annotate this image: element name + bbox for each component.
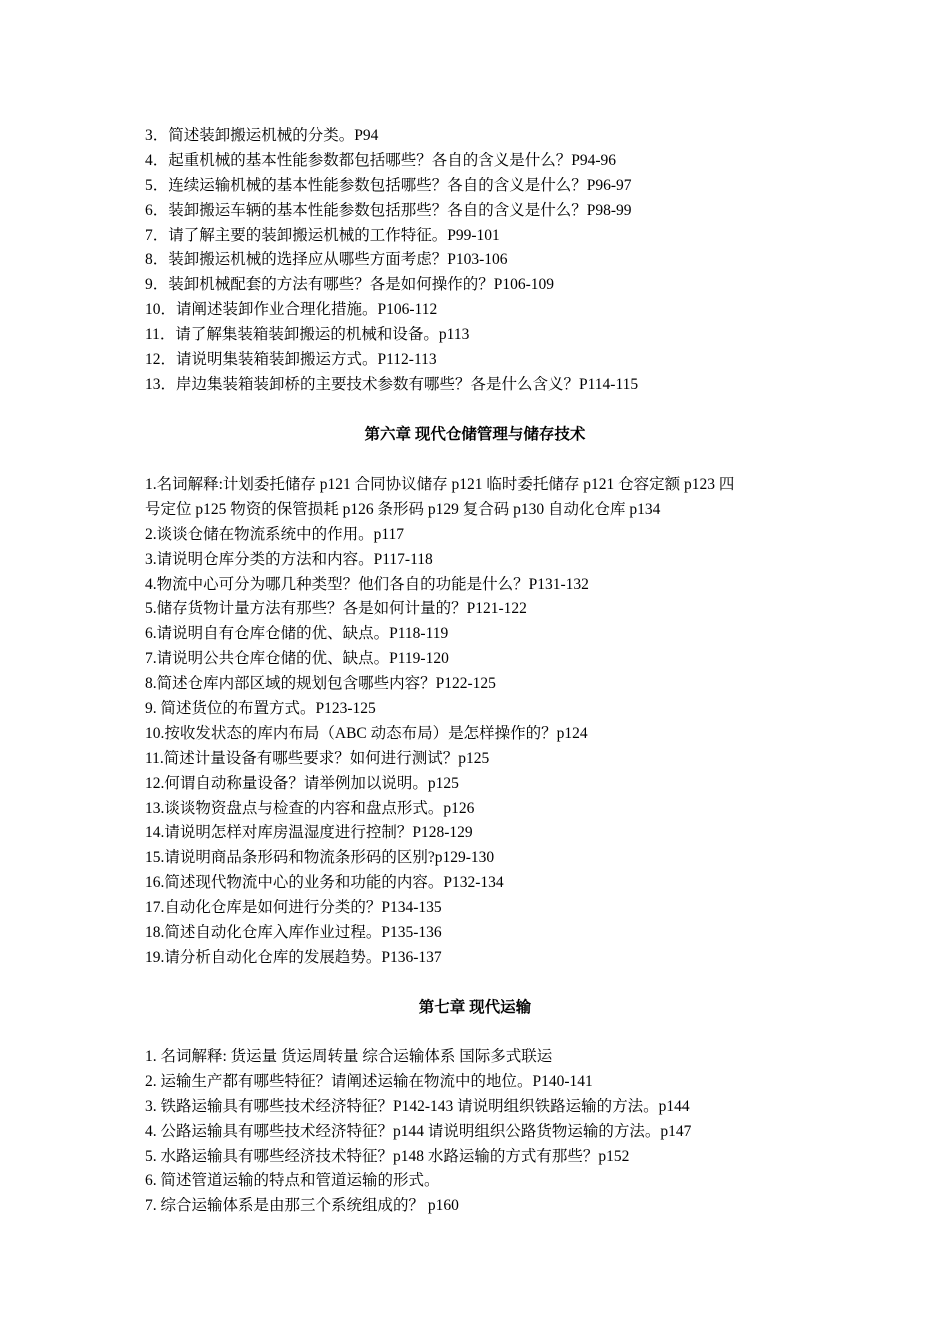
list-item: 18.简述自动化仓库入库作业过程。P135-136 <box>145 924 442 942</box>
list-item: 5.储存货物计量方法有那些？各是如何计量的？P121-122 <box>145 600 527 618</box>
list-item: 4．起重机械的基本性能参数都包括哪些？各自的含义是什么？P94-96 <box>145 151 617 169</box>
list-item: 1. 名词解释: 货运量 货运周转量 综合运输体系 国际多式联运 <box>145 1048 553 1065</box>
list-item: 12.何谓自动称量设备？请举例加以说明。p125 <box>145 774 459 792</box>
list-item: 4.物流中心可分为哪几种类型？他们各自的功能是什么？P131-132 <box>145 575 589 593</box>
list-item: 6.请说明自有仓库仓储的优、缺点。P118-119 <box>145 625 449 643</box>
list-item: 7. 综合运输体系是由那三个系统组成的？ p160 <box>145 1197 459 1215</box>
list-item: 10．请阐述装卸作业合理化措施。P106-112 <box>145 301 438 319</box>
list-item: 11．请了解集装箱装卸搬运的机械和设备。p113 <box>145 326 470 344</box>
list-item: 3．简述装卸搬运机械的分类。P94 <box>145 127 379 144</box>
list-item: 7.请说明公共仓库仓储的优、缺点。P119-120 <box>145 650 449 668</box>
list-item: 9．装卸机械配套的方法有哪些？各是如何操作的？P106-109 <box>145 276 555 294</box>
chapter6-question-list <box>145 473 825 971</box>
list-item: 6. 简述管道运输的特点和管道运输的形式。 <box>145 1172 440 1190</box>
list-item: 4. 公路运输具有哪些技术经济特征？p144 请说明组织公路货物运输的方法。p147 <box>145 1122 692 1140</box>
list-item: 13．岸边集装箱装卸桥的主要技术参数有哪些？各是什么含义？P114-115 <box>145 375 639 393</box>
chapter6-heading: 第六章 现代仓储管理与储存技术 <box>364 426 586 443</box>
list-item: 19.请分析自动化仓库的发展趋势。P136-137 <box>145 948 442 966</box>
list-item: 12．请说明集装箱装卸搬运方式。P112-113 <box>145 351 437 369</box>
list-item: 5．连续运输机械的基本性能参数包括哪些？各自的含义是什么？P96-97 <box>145 176 632 194</box>
list-item: 17.自动化仓库是如何进行分类的？P134-135 <box>145 899 442 917</box>
list-item: 6．装卸搬运车辆的基本性能参数包括那些？各自的含义是什么？P98-99 <box>145 201 632 219</box>
list-item: 8．装卸搬运机械的选择应从哪些方面考虑？P103-106 <box>145 251 508 269</box>
list-item: 11.简述计量设备有哪些要求？如何进行测试？p125 <box>145 749 490 767</box>
list-item: 3.请说明仓库分类的方法和内容。P117-118 <box>145 550 433 568</box>
list-item: 16.简述现代物流中心的业务和功能的内容。P132-134 <box>145 874 504 892</box>
list-item: 2. 运输生产都有哪些特征？请阐述运输在物流中的地位。P140-141 <box>145 1072 593 1090</box>
list-item: 1.名词解释:计划委托储存 p121 合同协议储存 p121 临时委托储存 p121 仓容定额 p123 四 <box>145 476 735 493</box>
chapter7-heading: 第七章 现代运输 <box>418 999 532 1016</box>
list-item: 5. 水路运输具有哪些经济技术特征？p148 水路运输的方式有那些？p152 <box>145 1147 630 1165</box>
list-item: 2.谈谈仓储在物流系统中的作用。p117 <box>145 525 405 543</box>
list-item: 9. 简述货位的布置方式。P123-125 <box>145 700 376 718</box>
list-item: 13.谈谈物资盘点与检查的内容和盘点形式。p126 <box>145 799 475 817</box>
list-item: 14.请说明怎样对库房温湿度进行控制？P128-129 <box>145 824 473 842</box>
chapter7-question-list <box>145 1045 825 1219</box>
list-item: 7．请了解主要的装卸搬运机械的工作特征。P99-101 <box>145 226 500 244</box>
list-item: 号定位 p125 物资的保管损耗 p126 条形码 p129 复合码 p130 自动化仓库 p134 <box>145 500 661 518</box>
list-item: 3. 铁路运输具有哪些技术经济特征？P142-143 请说明组织铁路运输的方法。p144 <box>145 1097 690 1115</box>
chapter5-question-list <box>145 124 825 398</box>
list-item: 15.请说明商品条形码和物流条形码的区别?p129-130 <box>145 849 495 867</box>
list-item: 10.按收发状态的库内布局（ABC 动态布局）是怎样操作的？p124 <box>145 724 588 742</box>
list-item: 8.简述仓库内部区域的规划包含哪些内容？P122-125 <box>145 675 496 693</box>
